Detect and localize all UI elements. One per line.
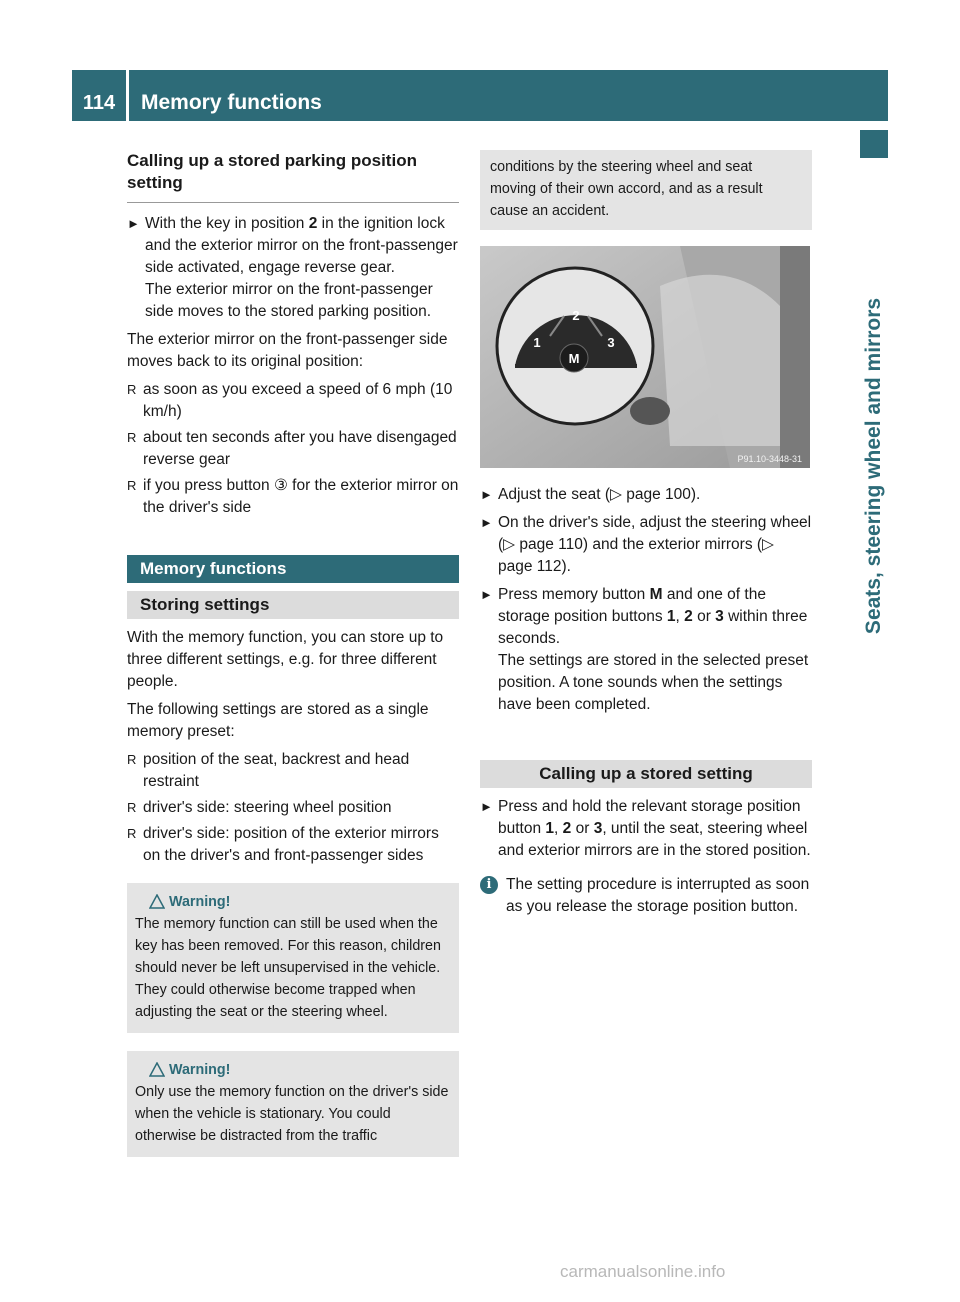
left-column: [127, 150, 459, 1157]
instruction-step: ► With the key in position 2 in the ignition lock and the exterior mirror on the front-passenger side activated, engage reverse gear. The exterior mirror on the front-passenger side moves to the stored parking position.: [127, 215, 458, 320]
step-result: The exterior mirror on the front-passenger side moves to the stored parking position.: [145, 281, 433, 320]
bullet-icon: R: [127, 430, 137, 445]
step-arrow-icon: ►: [480, 487, 493, 502]
bullet-icon: R: [127, 752, 137, 767]
button-label-1: 1: [533, 335, 541, 350]
subsection-bar-storing: Storing settings: [127, 591, 459, 619]
warning-triangle-icon: [149, 894, 165, 909]
warning-text: Only use the memory function on the driver's side when the vehicle is stationary. You could otherwise be distracted from the traffic: [135, 1084, 449, 1144]
button-label-2: 2: [572, 308, 580, 323]
button-label-m: M: [568, 351, 580, 366]
warning-heading: Warning!: [135, 1059, 451, 1081]
step-arrow-icon: ►: [127, 216, 140, 231]
warning-text: The memory function can still be used when the key has been removed. For this reason, children should never be left unsupervised in the vehicle. They could otherwise become trapped when adjusting the seat or the steering wheel.: [135, 916, 441, 1020]
warning-triangle-icon: [149, 1062, 165, 1077]
side-tab-label: Seats, steering wheel and mirrors: [862, 297, 885, 635]
page-number: 114: [72, 70, 126, 121]
bullet-icon: R: [127, 800, 137, 815]
seat-memory-buttons-image: [480, 246, 810, 468]
paragraph: The following settings are stored as a single memory preset:: [127, 701, 429, 740]
list-item: R driver's side: position of the exterior mirrors on the driver's and front-passenger sides: [127, 825, 439, 864]
paragraph: With the memory function, you can store up to three different settings, e.g. for three different people.: [127, 629, 444, 690]
step-arrow-icon: ►: [480, 587, 493, 602]
list-item: R as soon as you exceed a speed of 6 mph (10 km/h): [127, 381, 453, 420]
list-item: R if you press button ③ for the exterior mirror on the driver's side: [127, 477, 459, 516]
page-title: Memory functions: [129, 70, 888, 121]
bullet-icon: R: [127, 478, 137, 493]
warning-heading: Warning!: [135, 891, 451, 913]
instruction-step: ► Press and hold the relevant storage position button 1, 2 or 3, until the seat, steering wheel and exterior mirrors are in the stored position.: [480, 798, 811, 859]
info-icon: i: [480, 876, 498, 894]
side-tab-marker: [860, 130, 888, 158]
step-result: The settings are stored in the selected preset position. A tone sounds when the settings have been completed.: [498, 652, 809, 713]
bullet-icon: R: [127, 382, 137, 397]
right-column: [480, 150, 812, 918]
bullet-icon: R: [127, 826, 137, 841]
image-code: P91.10-3448-31: [737, 454, 802, 464]
subsection-bar-calling-up: Calling up a stored setting: [480, 760, 812, 788]
instruction-step: ► Adjust the seat (▷ page 100).: [480, 484, 812, 506]
instruction-step: ► Press memory button M and one of the storage position buttons 1, 2 or 3 within three seconds. The settings are stored in the selected preset position. A tone sounds when the settings have been completed.: [480, 586, 809, 713]
list-item: R driver's side: steering wheel position: [127, 797, 459, 819]
instruction-step: ► On the driver's side, adjust the steering wheel (▷ page 110) and the exterior mirrors (▷ page 112).: [480, 514, 812, 575]
step-arrow-icon: ►: [480, 799, 493, 814]
watermark: carmanualsonline.info: [560, 1262, 726, 1281]
section-title-parking: Calling up a stored parking position setting: [127, 150, 459, 203]
paragraph: The exterior mirror on the front-passenger side moves back to its original position:: [127, 331, 448, 370]
step-arrow-icon: ►: [480, 515, 493, 530]
info-note: i The setting procedure is interrupted as soon as you release the storage position button.: [480, 874, 812, 918]
warning-continuation: conditions by the steering wheel and seat moving of their own accord, and as a result cause an accident.: [480, 150, 812, 230]
side-tab: [860, 166, 888, 766]
list-item: R position of the seat, backrest and head restraint: [127, 751, 410, 790]
button-label-3: 3: [607, 335, 615, 350]
warning-box: [127, 883, 459, 1033]
section-bar-memory-functions: Memory functions: [127, 555, 459, 583]
warning-box: [127, 1051, 459, 1157]
list-item: R about ten seconds after you have disengaged reverse gear: [127, 429, 457, 468]
